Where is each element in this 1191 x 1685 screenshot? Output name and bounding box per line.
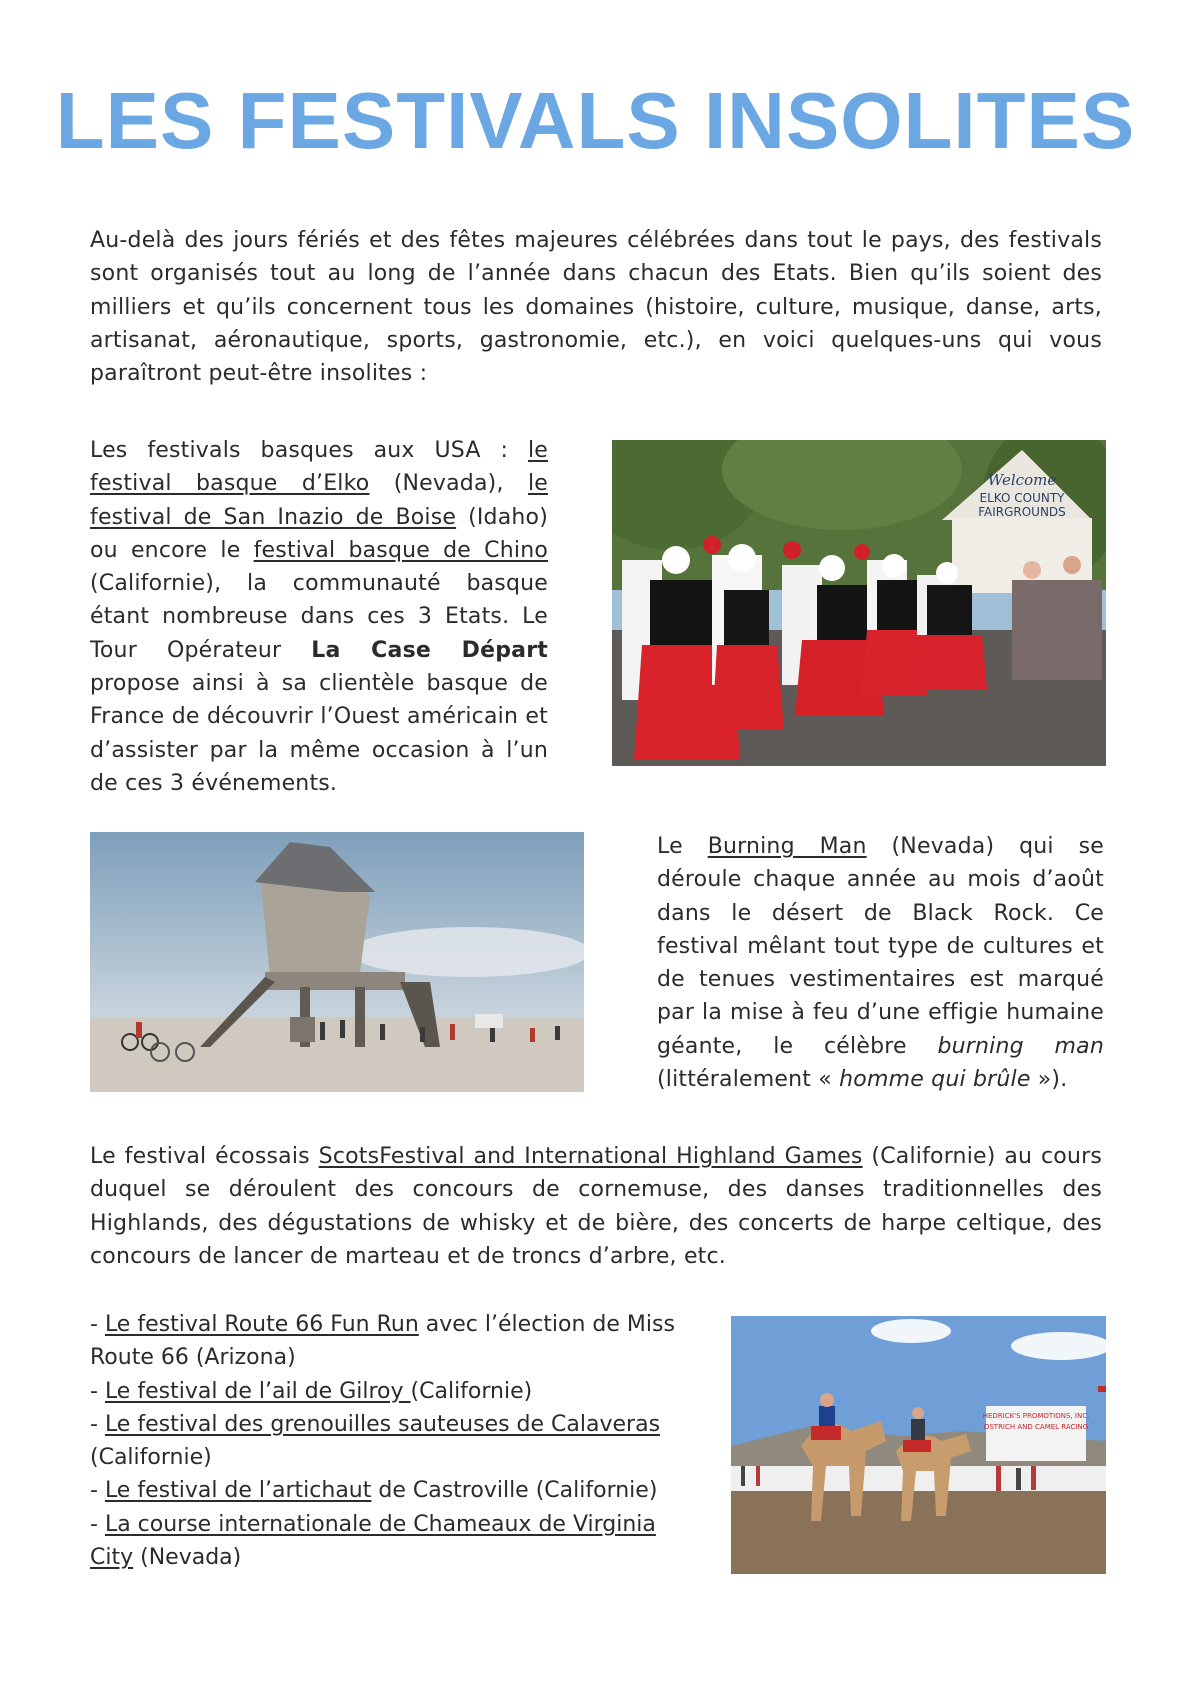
burning-text-4: »).	[1030, 1067, 1068, 1093]
basque-text-4: (Californie), la communauté basque étant nombreuse dans ces 3 Etats. Le Tour Opérateur	[90, 571, 548, 663]
link-festival-chino[interactable]: festival basque de Chino	[253, 537, 548, 563]
link-festival-boise[interactable]: le festival de San Inazio de Boise	[90, 471, 548, 530]
other-festivals-list	[90, 1308, 676, 1574]
list-item	[90, 1375, 676, 1408]
burning-text-2: (Nevada) qui se déroule chaque année au mois d’août dans le désert de Black Rock. Ce festival mêlant tout type de cultures et de tenues vestimentaires est marqué par la mise à feu d’une effigie humaine géante, le célèbre	[657, 834, 1104, 1059]
link-route-66[interactable]: Le festival Route 66 Fun Run	[104, 1312, 419, 1337]
burning-text-1: Le	[657, 834, 708, 859]
link-calaveras[interactable]: Le festival des grenouilles sauteuses de Calaveras	[104, 1411, 661, 1437]
list-item	[90, 1308, 676, 1375]
list-bullet: -	[90, 1411, 105, 1437]
burning-italic-1: burning man	[937, 1033, 1104, 1059]
list-item	[90, 1474, 676, 1507]
list-item-text: (Californie)	[90, 1445, 212, 1471]
list-bullet: -	[90, 1378, 105, 1404]
basque-text-1: Les festivals basques aux USA :	[90, 438, 528, 463]
list-bullet: -	[90, 1478, 105, 1504]
elko-sign-line1: Welcome	[987, 471, 1057, 489]
link-gilroy[interactable]: Le festival de l’ail de Gilroy	[104, 1378, 411, 1404]
scots-text-1: Le festival écossais	[90, 1144, 319, 1169]
list-item-text: (Californie)	[410, 1378, 533, 1404]
intro-paragraph: Au-delà des jours fériés et des fêtes majeures célébrées dans tout le pays, des festivals sont organisés tout au long de l’année dans chacun des Etats. Bien qu’ils soient des milliers et qu’ils concernent tous les domaines (histoire, culture, musique, danse, arts, artisanat, aéronautique, sports, gastronomie, etc.), en voici quelques-uns qui vous paraîtront peut-être insolites :	[90, 228, 1102, 387]
link-virginia-city[interactable]: La course internationale de Chameaux de Virginia City	[90, 1511, 656, 1571]
list-item-text: (Nevada)	[133, 1545, 242, 1571]
list-bullet: -	[90, 1511, 105, 1537]
basque-text-2: (Nevada),	[369, 471, 528, 497]
link-burning-man[interactable]: Burning Man	[707, 834, 867, 859]
camel-banner-line1: HEDRICK'S PROMOTIONS, INC.	[982, 1412, 1090, 1420]
basque-paragraph	[90, 434, 548, 800]
scots-text-2: (Californie) au cours duquel se déroulent des concours de cornemuse, des danses traditionnelles des Highlands, des dégustations de whisky et de bière, des concerts de harpe celtique, des concours de lancer de marteau et de troncs d’arbre, etc.	[90, 1144, 1103, 1269]
list-item	[90, 1408, 676, 1475]
elko-sign-line2: ELKO COUNTY	[979, 491, 1065, 505]
basque-text-5: propose ainsi à sa clientèle basque de France de découvrir l’Ouest américain et d’assister par la même occasion à l’un de ces 3 événements.	[90, 671, 548, 796]
burning-man-photo	[90, 832, 584, 1092]
list-item-text: de Castroville (Californie)	[371, 1478, 658, 1504]
list-item	[90, 1508, 676, 1575]
list-item-text: avec l’élection de Miss Route 66 (Arizona)	[90, 1312, 675, 1371]
link-scots-festival[interactable]: ScotsFestival and International Highland Games	[318, 1144, 863, 1169]
camel-race-photo	[731, 1316, 1106, 1574]
camel-banner-line2: OSTRICH AND CAMEL RACING	[983, 1423, 1089, 1431]
list-bullet: -	[90, 1312, 105, 1337]
burning-man-paragraph	[657, 830, 1104, 1096]
elko-sign-line3: FAIRGROUNDS	[978, 505, 1066, 519]
scots-festival-paragraph	[90, 1140, 1102, 1273]
basque-parade-photo	[612, 440, 1106, 766]
basque-text-3: (Idaho) ou encore le	[90, 504, 548, 563]
tour-operator-name: La Case Départ	[311, 637, 548, 663]
page-title: LES FESTIVALS INSOLITES	[55, 76, 1136, 165]
burning-italic-2: homme qui brûle	[839, 1067, 1031, 1093]
link-festival-elko[interactable]: le festival basque d’Elko	[90, 438, 548, 497]
link-castroville[interactable]: Le festival de l’artichaut	[104, 1478, 372, 1504]
burning-text-3: (littéralement «	[657, 1067, 840, 1093]
